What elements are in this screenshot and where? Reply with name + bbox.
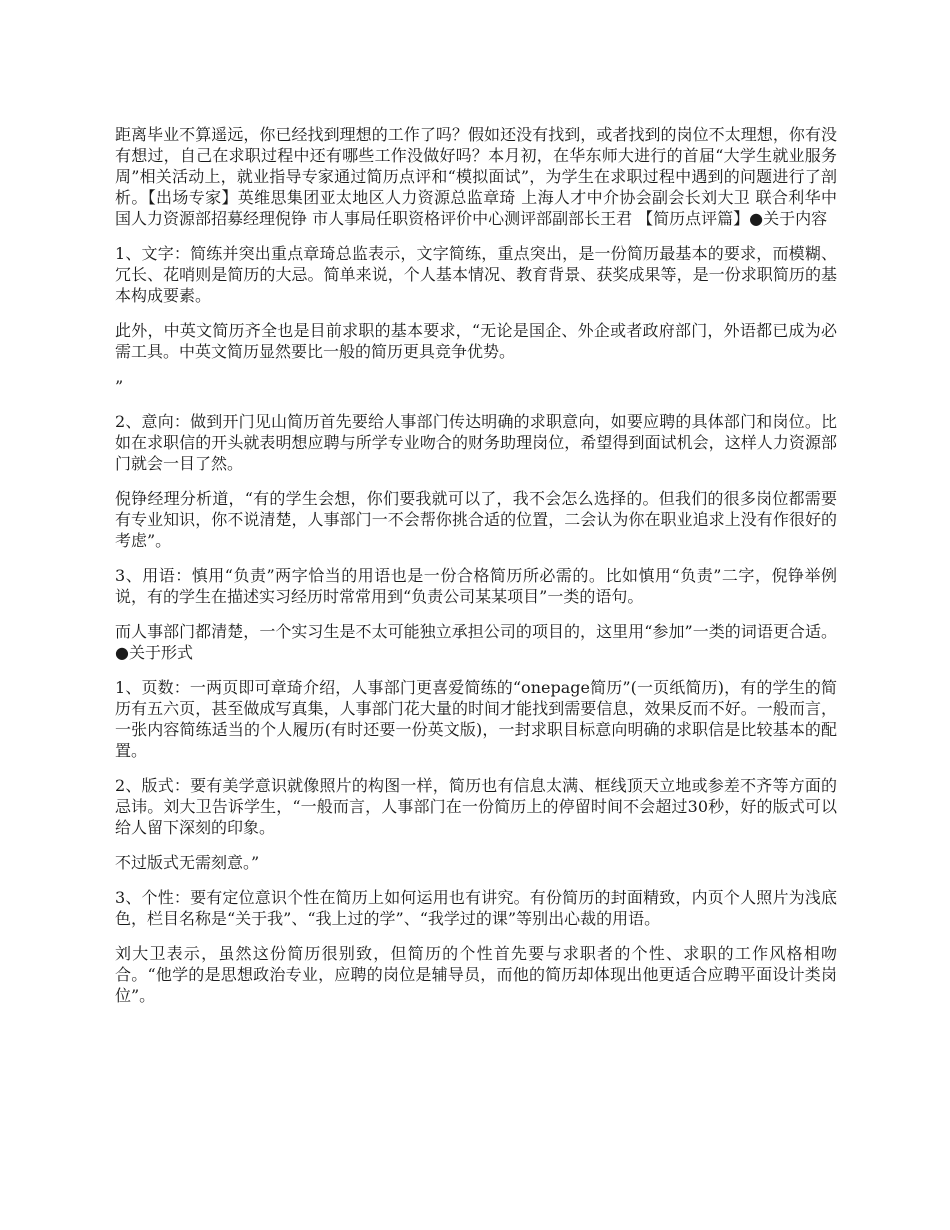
- paragraph-wording: 1、文字：简练并突出重点章琦总监表示，文字简练，重点突出，是一份简历最基本的要求，而模糊、冗长、花哨则是简历的大忌。简单来说，个人基本情况、教育背景、获奖成果等，是一份求职简历的基本构成要素。: [115, 244, 837, 305]
- document-body: [115, 124, 837, 1020]
- paragraph-personality: 3、个性：要有定位意识个性在简历上如何运用也有讲究。有份简历的封面精致，内页个人照片为浅底色，栏目名称是“关于我”、“我上过的学”、“我学过的课”等别出心裁的用语。: [115, 888, 837, 928]
- paragraph-intention: 2、意向：做到开门见山简历首先要给人事部门传达明确的求职意向，如要应聘的具体部门和岗位。比如在求职信的开头就表明想应聘与所学专业吻合的财务助理岗位，希望得到面试机会，这样人力资源部门就会一目了然。: [115, 412, 837, 473]
- paragraph-terminology: 3、用语：慎用“负责”两字恰当的用语也是一份合格简历所必需的。比如慎用“负责”二字，倪铮举例说，有的学生在描述实习经历时常常用到“负责公司某某项目”一类的语句。: [115, 566, 837, 606]
- paragraph-layout: 2、版式：要有美学意识就像照片的构图一样，简历也有信息太满、框线顶天立地或参差不齐等方面的忌讳。刘大卫告诉学生，“一般而言，人事部门在一份简历上的停留时间不会超过30秒，好的版式可以给人留下深刻的印象。: [115, 776, 837, 837]
- paragraph-layout-note: 不过版式无需刻意。”: [115, 853, 260, 872]
- paragraph-intro: 距离毕业不算遥远，你已经找到理想的工作了吗？假如还没有找到，或者找到的岗位不太理想，你有没有想过，自己在求职过程中还有哪些工作没做好吗？本月初，在华东师大进行的首届“大学生就业服务周”相关活动上，就业指导专家通过简历点评和“模拟面试”，为学生在求职过程中遇到的问题进行了剖析。【出场专家】英维思集团亚太地区人力资源总监章琦 上海人才中介协会副会长刘大卫 联合利华中国人力资源部招募经理倪铮 市人事局任职资格评价中心测评部副部长王君 【简历点评篇】●关于内容: [115, 125, 837, 228]
- paragraph-conclusion: 刘大卫表示，虽然这份简历很别致，但简历的个性首先要与求职者的个性、求职的工作风格相吻合。“他学的是思想政治专业，应聘的岗位是辅导员，而他的简历却体现出他更适合应聘平面设计类岗位”。: [115, 944, 837, 1005]
- paragraph-closing-quote: ”: [115, 377, 124, 396]
- paragraph-participation: 而人事部门都清楚，一个实习生是不太可能独立承担公司的项目的，这里用“参加”一类的词语更合适。 ●关于形式: [115, 622, 837, 662]
- paragraph-analysis: 倪铮经理分析道，“有的学生会想，你们要我就可以了，我不会怎么选择的。但我们的很多岗位都需要有专业知识，你不说清楚，人事部门一不会帮你挑合适的位置，二会认为你在职业追求上没有作很好的考虑”。: [115, 489, 837, 550]
- paragraph-bilingual: 此外，中英文简历齐全也是目前求职的基本要求，“无论是国企、外企或者政府部门，外语都已成为必需工具。中英文简历显然要比一般的简历更具竞争优势。: [115, 321, 837, 361]
- paragraph-page-count: 1、页数：一两页即可章琦介绍，人事部门更喜爱简练的“onepage简历”(一页纸简历)，有的学生的简历有五六页，甚至做成写真集，人事部门花大量的时间才能找到需要信息，效果反而不好。一般而言，一张内容简练适当的个人履历(有时还要一份英文版)，一封求职目标意向明确的求职信是比较基本的配置。: [115, 678, 837, 760]
